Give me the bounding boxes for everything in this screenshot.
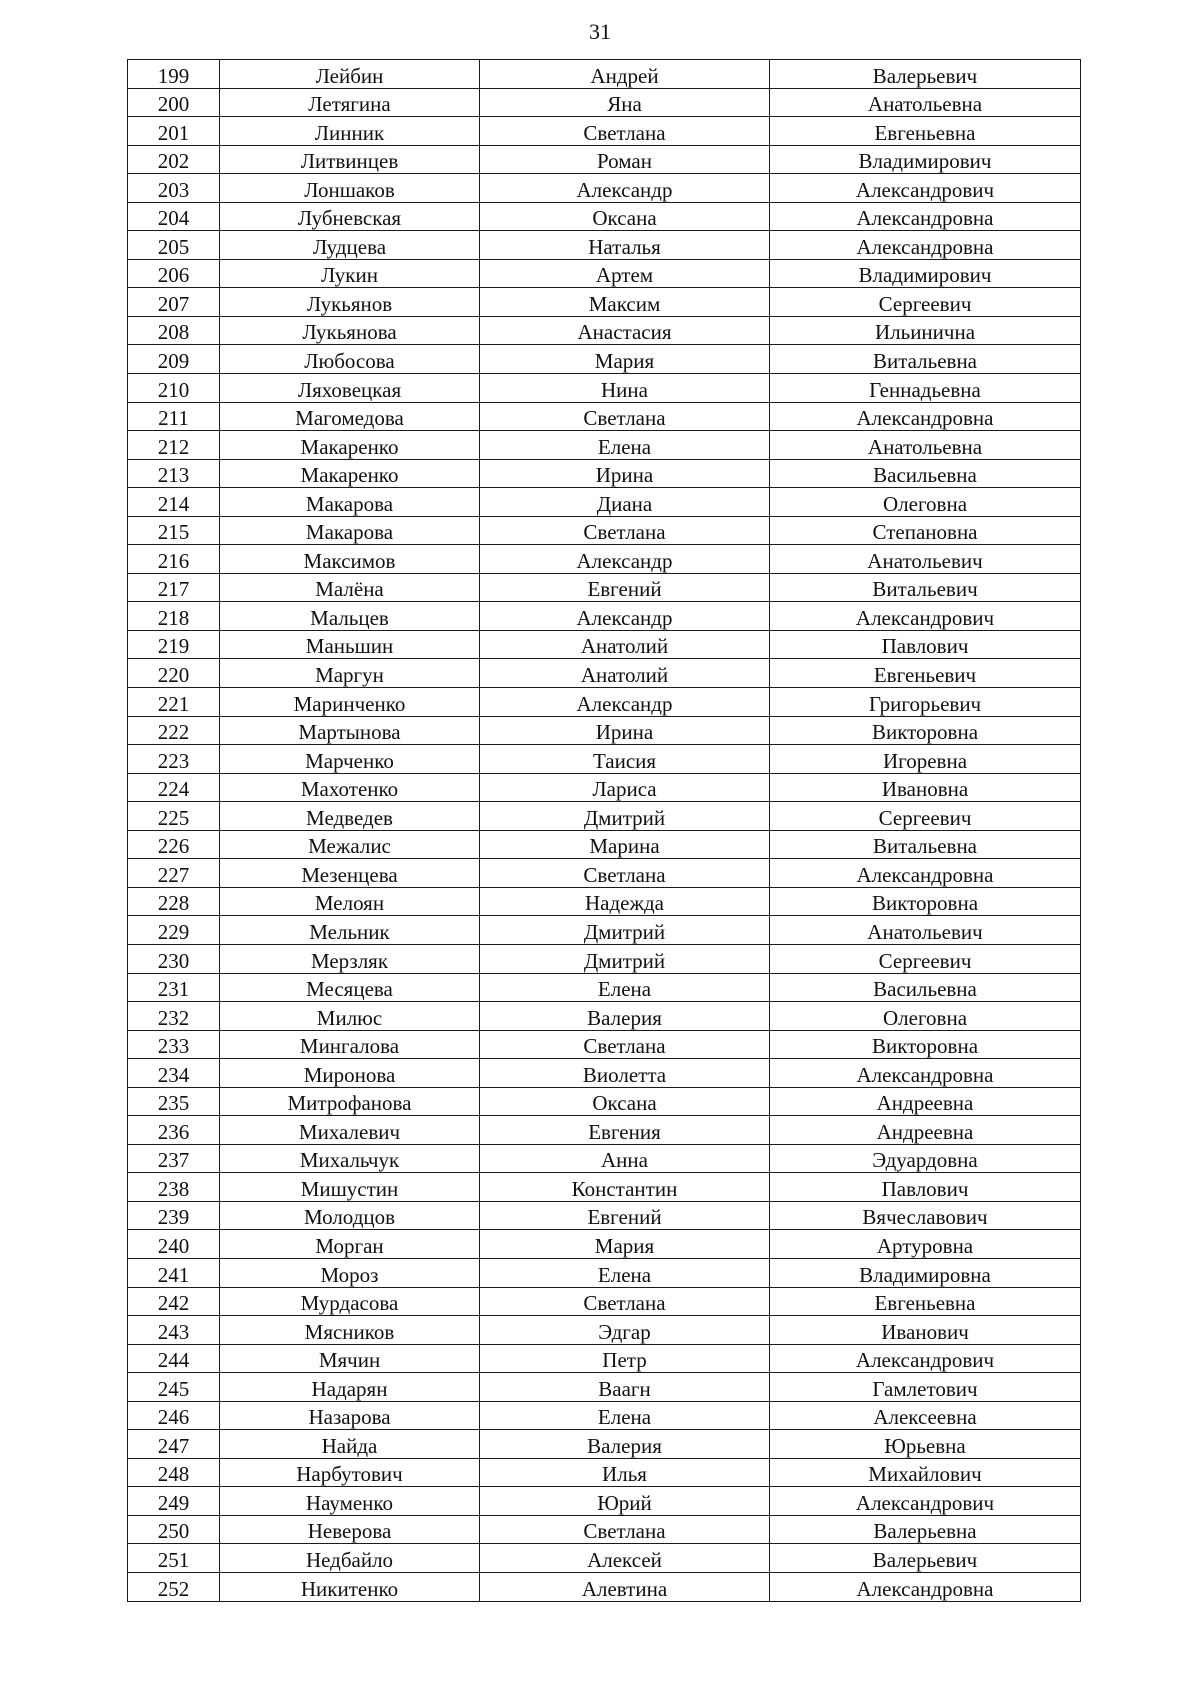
first-name-cell: Марина	[480, 830, 770, 859]
first-name-cell: Светлана	[480, 859, 770, 888]
first-name-cell: Юрий	[480, 1487, 770, 1516]
patronymic-cell: Валерьевна	[770, 1515, 1081, 1544]
last-name-cell: Михалевич	[220, 1116, 480, 1145]
last-name-cell: Малёна	[220, 573, 480, 602]
patronymic-cell: Григорьевич	[770, 688, 1081, 717]
row-number-cell: 199	[128, 60, 220, 89]
row-number-cell: 210	[128, 374, 220, 403]
last-name-cell: Митрофанова	[220, 1087, 480, 1116]
patronymic-cell: Юрьевна	[770, 1430, 1081, 1459]
first-name-cell: Евгения	[480, 1116, 770, 1145]
first-name-cell: Елена	[480, 973, 770, 1002]
patronymic-cell: Александрович	[770, 1344, 1081, 1373]
first-name-cell: Елена	[480, 1401, 770, 1430]
table-row	[128, 1002, 1081, 1031]
patronymic-cell: Александрович	[770, 602, 1081, 631]
patronymic-cell: Витальевич	[770, 573, 1081, 602]
table-row	[128, 259, 1081, 288]
first-name-cell: Лариса	[480, 773, 770, 802]
table-row	[128, 231, 1081, 260]
first-name-cell: Таисия	[480, 745, 770, 774]
row-number-cell: 207	[128, 288, 220, 317]
table-row	[128, 1144, 1081, 1173]
row-number-cell: 212	[128, 431, 220, 460]
first-name-cell: Светлана	[480, 117, 770, 146]
last-name-cell: Науменко	[220, 1487, 480, 1516]
first-name-cell: Алевтина	[480, 1572, 770, 1601]
table-row	[128, 1173, 1081, 1202]
table-row	[128, 1458, 1081, 1487]
last-name-cell: Мезенцева	[220, 859, 480, 888]
last-name-cell: Макарова	[220, 516, 480, 545]
patronymic-cell: Ивановна	[770, 773, 1081, 802]
table-row	[128, 488, 1081, 517]
first-name-cell: Дмитрий	[480, 916, 770, 945]
table-row	[128, 887, 1081, 916]
last-name-cell: Макарова	[220, 488, 480, 517]
row-number-cell: 213	[128, 459, 220, 488]
row-number-cell: 250	[128, 1515, 220, 1544]
patronymic-cell: Александровна	[770, 202, 1081, 231]
row-number-cell: 246	[128, 1401, 220, 1430]
row-number-cell: 209	[128, 345, 220, 374]
first-name-cell: Ирина	[480, 459, 770, 488]
row-number-cell: 244	[128, 1344, 220, 1373]
patronymic-cell: Геннадьевна	[770, 374, 1081, 403]
patronymic-cell: Александрович	[770, 1487, 1081, 1516]
patronymic-cell: Викторовна	[770, 1030, 1081, 1059]
patronymic-cell: Владимирович	[770, 145, 1081, 174]
first-name-cell: Андрей	[480, 60, 770, 89]
patronymic-cell: Эдуардовна	[770, 1144, 1081, 1173]
row-number-cell: 232	[128, 1002, 220, 1031]
last-name-cell: Найда	[220, 1430, 480, 1459]
first-name-cell: Елена	[480, 1258, 770, 1287]
first-name-cell: Наталья	[480, 231, 770, 260]
table-row	[128, 1316, 1081, 1345]
patronymic-cell: Михайлович	[770, 1458, 1081, 1487]
row-number-cell: 252	[128, 1572, 220, 1601]
table-row	[128, 316, 1081, 345]
patronymic-cell: Иванович	[770, 1316, 1081, 1345]
patronymic-cell: Владимирович	[770, 259, 1081, 288]
row-number-cell: 242	[128, 1287, 220, 1316]
row-number-cell: 211	[128, 402, 220, 431]
row-number-cell: 230	[128, 944, 220, 973]
patronymic-cell: Ильинична	[770, 316, 1081, 345]
first-name-cell: Валерия	[480, 1430, 770, 1459]
table-row	[128, 117, 1081, 146]
patronymic-cell: Васильевна	[770, 973, 1081, 1002]
first-name-cell: Ирина	[480, 716, 770, 745]
row-number-cell: 239	[128, 1201, 220, 1230]
first-name-cell: Елена	[480, 431, 770, 460]
table-row	[128, 1030, 1081, 1059]
patronymic-cell: Евгеньевна	[770, 117, 1081, 146]
last-name-cell: Махотенко	[220, 773, 480, 802]
first-name-cell: Роман	[480, 145, 770, 174]
table-row	[128, 345, 1081, 374]
patronymic-cell: Степановна	[770, 516, 1081, 545]
last-name-cell: Лукин	[220, 259, 480, 288]
row-number-cell: 236	[128, 1116, 220, 1145]
last-name-cell: Марченко	[220, 745, 480, 774]
table-row	[128, 859, 1081, 888]
row-number-cell: 206	[128, 259, 220, 288]
row-number-cell: 203	[128, 174, 220, 203]
patronymic-cell: Андреевна	[770, 1087, 1081, 1116]
last-name-cell: Мороз	[220, 1258, 480, 1287]
table-row	[128, 60, 1081, 89]
patronymic-cell: Викторовна	[770, 716, 1081, 745]
table-row	[128, 1287, 1081, 1316]
table-row	[128, 630, 1081, 659]
patronymic-cell: Андреевна	[770, 1116, 1081, 1145]
patronymic-cell: Павлович	[770, 630, 1081, 659]
patronymic-cell: Евгеньевич	[770, 659, 1081, 688]
patronymic-cell: Александровна	[770, 231, 1081, 260]
last-name-cell: Никитенко	[220, 1572, 480, 1601]
last-name-cell: Летягина	[220, 88, 480, 117]
last-name-cell: Любосова	[220, 345, 480, 374]
table-row	[128, 602, 1081, 631]
table-row	[128, 1258, 1081, 1287]
table-row	[128, 573, 1081, 602]
patronymic-cell: Гамлетович	[770, 1373, 1081, 1402]
last-name-cell: Мурдасова	[220, 1287, 480, 1316]
table-row	[128, 516, 1081, 545]
row-number-cell: 251	[128, 1544, 220, 1573]
table-row	[128, 1116, 1081, 1145]
table-row	[128, 830, 1081, 859]
row-number-cell: 220	[128, 659, 220, 688]
row-number-cell: 221	[128, 688, 220, 717]
last-name-cell: Мясников	[220, 1316, 480, 1345]
row-number-cell: 228	[128, 887, 220, 916]
last-name-cell: Мальцев	[220, 602, 480, 631]
row-number-cell: 201	[128, 117, 220, 146]
first-name-cell: Александр	[480, 688, 770, 717]
last-name-cell: Линник	[220, 117, 480, 146]
table-row	[128, 402, 1081, 431]
patronymic-cell: Сергеевич	[770, 288, 1081, 317]
first-name-cell: Илья	[480, 1458, 770, 1487]
row-number-cell: 238	[128, 1173, 220, 1202]
table-row	[128, 1059, 1081, 1088]
last-name-cell: Лоншаков	[220, 174, 480, 203]
first-name-cell: Константин	[480, 1173, 770, 1202]
table-row	[128, 374, 1081, 403]
row-number-cell: 249	[128, 1487, 220, 1516]
row-number-cell: 229	[128, 916, 220, 945]
table-row	[128, 1230, 1081, 1259]
table-row	[128, 174, 1081, 203]
last-name-cell: Литвинцев	[220, 145, 480, 174]
table-row	[128, 1515, 1081, 1544]
table-row	[128, 1201, 1081, 1230]
table-row	[128, 145, 1081, 174]
table-row	[128, 1373, 1081, 1402]
row-number-cell: 223	[128, 745, 220, 774]
row-number-cell: 214	[128, 488, 220, 517]
last-name-cell: Милюс	[220, 1002, 480, 1031]
row-number-cell: 208	[128, 316, 220, 345]
last-name-cell: Недбайло	[220, 1544, 480, 1573]
first-name-cell: Артем	[480, 259, 770, 288]
last-name-cell: Лудцева	[220, 231, 480, 260]
table-row	[128, 202, 1081, 231]
last-name-cell: Медведев	[220, 802, 480, 831]
first-name-cell: Дмитрий	[480, 802, 770, 831]
first-name-cell: Петр	[480, 1344, 770, 1373]
row-number-cell: 234	[128, 1059, 220, 1088]
row-number-cell: 235	[128, 1087, 220, 1116]
row-number-cell: 241	[128, 1258, 220, 1287]
patronymic-cell: Анатольевич	[770, 916, 1081, 945]
row-number-cell: 200	[128, 88, 220, 117]
row-number-cell: 205	[128, 231, 220, 260]
table-row	[128, 659, 1081, 688]
last-name-cell: Мишустин	[220, 1173, 480, 1202]
first-name-cell: Анатолий	[480, 659, 770, 688]
first-name-cell: Валерия	[480, 1002, 770, 1031]
last-name-cell: Лукьянов	[220, 288, 480, 317]
row-number-cell: 202	[128, 145, 220, 174]
first-name-cell: Эдгар	[480, 1316, 770, 1345]
patronymic-cell: Анатольевна	[770, 431, 1081, 460]
patronymic-cell: Александровна	[770, 1059, 1081, 1088]
first-name-cell: Виолетта	[480, 1059, 770, 1088]
last-name-cell: Мерзляк	[220, 944, 480, 973]
last-name-cell: Мячин	[220, 1344, 480, 1373]
first-name-cell: Мария	[480, 1230, 770, 1259]
row-number-cell: 218	[128, 602, 220, 631]
last-name-cell: Неверова	[220, 1515, 480, 1544]
patronymic-cell: Вячеславович	[770, 1201, 1081, 1230]
table-row	[128, 288, 1081, 317]
first-name-cell: Александр	[480, 545, 770, 574]
row-number-cell: 233	[128, 1030, 220, 1059]
last-name-cell: Маньшин	[220, 630, 480, 659]
last-name-cell: Маринченко	[220, 688, 480, 717]
last-name-cell: Лубневская	[220, 202, 480, 231]
last-name-cell: Надарян	[220, 1373, 480, 1402]
first-name-cell: Надежда	[480, 887, 770, 916]
first-name-cell: Анна	[480, 1144, 770, 1173]
first-name-cell: Дмитрий	[480, 944, 770, 973]
row-number-cell: 248	[128, 1458, 220, 1487]
patronymic-cell: Александровна	[770, 402, 1081, 431]
row-number-cell: 225	[128, 802, 220, 831]
table-row	[128, 1401, 1081, 1430]
row-number-cell: 243	[128, 1316, 220, 1345]
patronymic-cell: Анатольевна	[770, 88, 1081, 117]
patronymic-cell: Владимировна	[770, 1258, 1081, 1287]
last-name-cell: Мелоян	[220, 887, 480, 916]
first-name-cell: Яна	[480, 88, 770, 117]
first-name-cell: Анатолий	[480, 630, 770, 659]
patronymic-cell: Александровна	[770, 1572, 1081, 1601]
last-name-cell: Мельник	[220, 916, 480, 945]
last-name-cell: Магомедова	[220, 402, 480, 431]
first-name-cell: Александр	[480, 602, 770, 631]
patronymic-cell: Александровна	[770, 859, 1081, 888]
patronymic-cell: Артуровна	[770, 1230, 1081, 1259]
row-number-cell: 245	[128, 1373, 220, 1402]
names-table	[127, 59, 1081, 1602]
row-number-cell: 240	[128, 1230, 220, 1259]
patronymic-cell: Валерьевич	[770, 1544, 1081, 1573]
patronymic-cell: Евгеньевна	[770, 1287, 1081, 1316]
patronymic-cell: Васильевна	[770, 459, 1081, 488]
row-number-cell: 247	[128, 1430, 220, 1459]
row-number-cell: 215	[128, 516, 220, 545]
last-name-cell: Макаренко	[220, 459, 480, 488]
last-name-cell: Лейбин	[220, 60, 480, 89]
first-name-cell: Максим	[480, 288, 770, 317]
first-name-cell: Ваагн	[480, 1373, 770, 1402]
patronymic-cell: Олеговна	[770, 1002, 1081, 1031]
first-name-cell: Оксана	[480, 1087, 770, 1116]
table-row	[128, 745, 1081, 774]
first-name-cell: Мария	[480, 345, 770, 374]
last-name-cell: Миронова	[220, 1059, 480, 1088]
first-name-cell: Оксана	[480, 202, 770, 231]
row-number-cell: 226	[128, 830, 220, 859]
first-name-cell: Анастасия	[480, 316, 770, 345]
table-row	[128, 88, 1081, 117]
last-name-cell: Морган	[220, 1230, 480, 1259]
patronymic-cell: Алексеевна	[770, 1401, 1081, 1430]
table-row	[128, 802, 1081, 831]
patronymic-cell: Витальевна	[770, 830, 1081, 859]
last-name-cell: Максимов	[220, 545, 480, 574]
table-row	[128, 1544, 1081, 1573]
last-name-cell: Мартынова	[220, 716, 480, 745]
first-name-cell: Светлана	[480, 516, 770, 545]
table-row	[128, 1572, 1081, 1601]
last-name-cell: Ляховецкая	[220, 374, 480, 403]
first-name-cell: Евгений	[480, 573, 770, 602]
patronymic-cell: Витальевна	[770, 345, 1081, 374]
first-name-cell: Светлана	[480, 1287, 770, 1316]
table-row	[128, 1430, 1081, 1459]
row-number-cell: 216	[128, 545, 220, 574]
table-row	[128, 916, 1081, 945]
row-number-cell: 219	[128, 630, 220, 659]
last-name-cell: Межалис	[220, 830, 480, 859]
first-name-cell: Евгений	[480, 1201, 770, 1230]
row-number-cell: 227	[128, 859, 220, 888]
last-name-cell: Молодцов	[220, 1201, 480, 1230]
page-number: 31	[589, 19, 611, 44]
last-name-cell: Макаренко	[220, 431, 480, 460]
table-row	[128, 973, 1081, 1002]
patronymic-cell: Анатольевич	[770, 545, 1081, 574]
row-number-cell: 204	[128, 202, 220, 231]
first-name-cell: Светлана	[480, 1030, 770, 1059]
table-row	[128, 431, 1081, 460]
first-name-cell: Алексей	[480, 1544, 770, 1573]
row-number-cell: 237	[128, 1144, 220, 1173]
table-row	[128, 1344, 1081, 1373]
patronymic-cell: Павлович	[770, 1173, 1081, 1202]
first-name-cell: Александр	[480, 174, 770, 203]
last-name-cell: Михальчук	[220, 1144, 480, 1173]
row-number-cell: 222	[128, 716, 220, 745]
table-row	[128, 688, 1081, 717]
first-name-cell: Светлана	[480, 1515, 770, 1544]
first-name-cell: Нина	[480, 374, 770, 403]
last-name-cell: Лукьянова	[220, 316, 480, 345]
table-row	[128, 773, 1081, 802]
row-number-cell: 217	[128, 573, 220, 602]
table-row	[128, 545, 1081, 574]
table-row	[128, 716, 1081, 745]
patronymic-cell: Олеговна	[770, 488, 1081, 517]
table-row	[128, 1487, 1081, 1516]
table-row	[128, 944, 1081, 973]
last-name-cell: Нарбутович	[220, 1458, 480, 1487]
table-row	[128, 459, 1081, 488]
first-name-cell: Диана	[480, 488, 770, 517]
row-number-cell: 224	[128, 773, 220, 802]
table-row	[128, 1087, 1081, 1116]
first-name-cell: Светлана	[480, 402, 770, 431]
last-name-cell: Мингалова	[220, 1030, 480, 1059]
table-body	[128, 60, 1081, 1602]
patronymic-cell: Игоревна	[770, 745, 1081, 774]
last-name-cell: Назарова	[220, 1401, 480, 1430]
last-name-cell: Маргун	[220, 659, 480, 688]
patronymic-cell: Викторовна	[770, 887, 1081, 916]
last-name-cell: Месяцева	[220, 973, 480, 1002]
patronymic-cell: Сергеевич	[770, 944, 1081, 973]
patronymic-cell: Сергеевич	[770, 802, 1081, 831]
patronymic-cell: Александрович	[770, 174, 1081, 203]
patronymic-cell: Валерьевич	[770, 60, 1081, 89]
row-number-cell: 231	[128, 973, 220, 1002]
